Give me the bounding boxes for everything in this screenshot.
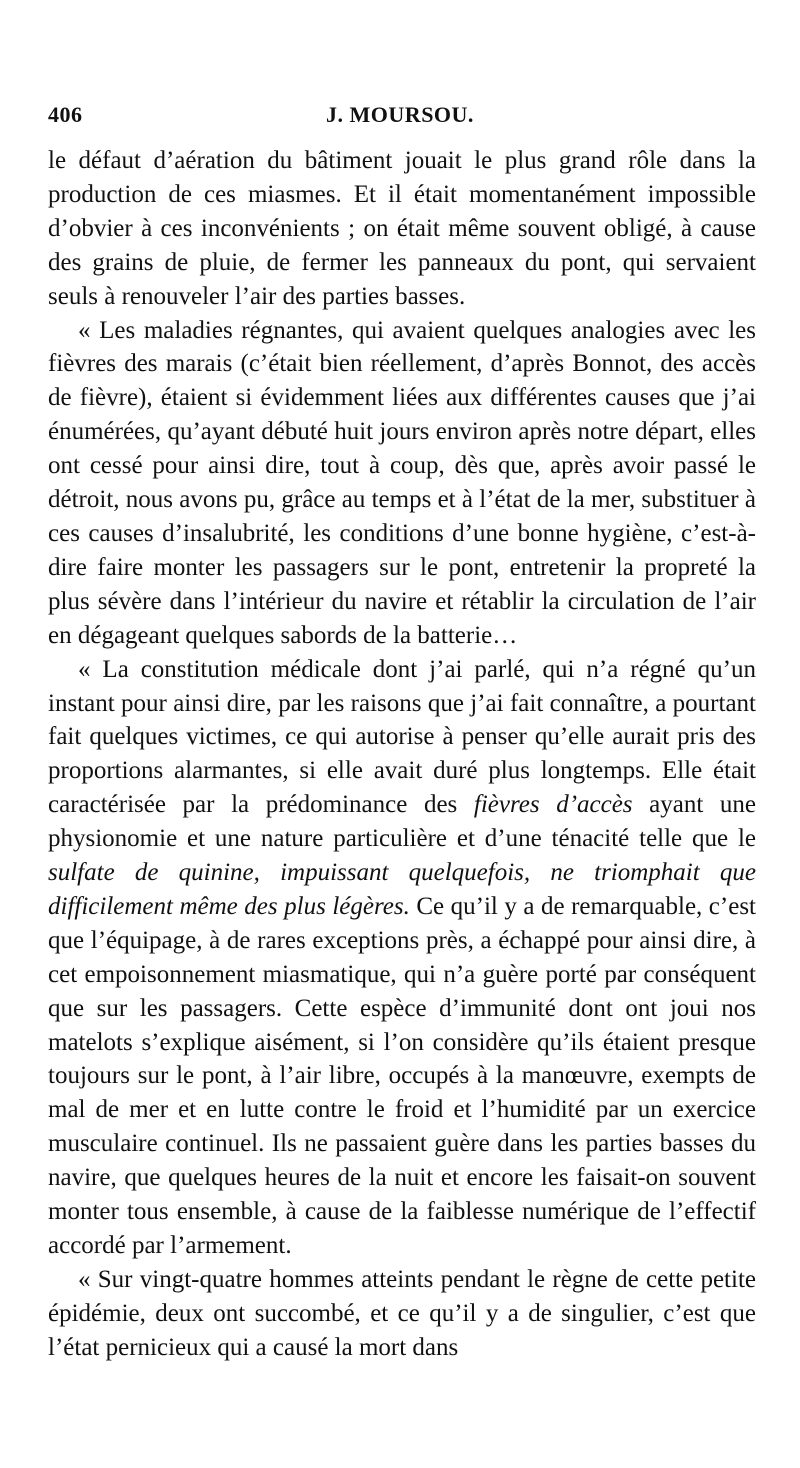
paragraph-3-text-c: Ce qu’il y a de remarquable, c’est que l’équipage, à de rares exceptions près, a échappé pour ainsi dire, à cet empoisonnement miasmatique, qui n’a guère porté par conséquent que sur les passagers. Cette espèce d’immunité dont ont joui nos matelots s’explique aisément, si l’on considère qu’ils étaient presque toujours sur le pont, à l’air libre, occupés à la manœuvre, exempts de mal de mer et en lutte contre le froid et l’humidité par un exercice musculaire continuel. Ils ne passaient guère dans les parties basses du navire, que quelques heures de la nuit et encore les faisait-on souvent monter tous ensemble, à cause de la faiblesse numérique de l’effectif accordé par l’armement. <box>48 892 756 1259</box>
running-title: J. MOURSOU. <box>326 102 474 127</box>
body-text <box>48 144 756 1365</box>
paragraph-1: le défaut d’aération du bâtiment jouait le plus grand rôle dans la production de ces miasmes. Et il était momentanément impossible d’obvier à ces inconvénients ; on était même souvent obligé, à cause des grains de pluie, de fermer les panneaux du pont, qui servaient seuls à renouveler l’air des parties basses. <box>48 147 756 310</box>
paragraph-3-italic-a: fièvres d’accès <box>473 791 633 819</box>
paragraph-3-text-a: « La constitution médicale dont j’ai parlé, qui n’a régné qu’un instant pour ainsi dire, par les raisons que j’ai fait connaître, a pourtant fait quelques victimes, ce qui autorise à penser qu’elle aurait pris des proportions alarmantes, si elle avait duré plus longtemps. Elle était caractérisée par la prédominance des <box>48 655 756 819</box>
paragraph-3-italic-b: sulfate de quinine, impuissant quelquefois, ne triomphait que difficilement même des plus légères. <box>48 859 756 920</box>
paragraph-3 <box>48 653 756 1263</box>
paragraph-4: « Sur vingt-quatre hommes atteints pendant le règne de cette petite épidémie, deux ont succombé, et ce qu’il y a de singulier, c’est que l’état pernicieux qui a causé la mort dans <box>48 1265 756 1361</box>
paragraph-2: « Les maladies régnantes, qui avaient quelques analogies avec les fièvres des marais (c’était bien réellement, d’après Bonnot, des accès de fièvre), étaient si évidemment liées aux différentes causes que j’ai énumérées, qu’ayant débuté huit jours environ après notre départ, elles ont cessé pour ainsi dire, tout à coup, dès que, après avoir passé le détroit, nous avons pu, grâce au temps et à l’état de la mer, substituer à ces causes d’insalubrité, les conditions d’une bonne hygiène, c’est-à-dire faire monter les passagers sur le pont, entretenir la propreté la plus sévère dans l’intérieur du navire et rétablir la circulation de l’air en dégageant quelques sabords de la batterie… <box>48 316 756 649</box>
page-number: 406 <box>48 102 83 127</box>
paragraph-3-text-b: ayant une physionomie et une nature particulière et d’une ténacité telle que le <box>48 791 756 853</box>
page-header <box>48 98 752 132</box>
